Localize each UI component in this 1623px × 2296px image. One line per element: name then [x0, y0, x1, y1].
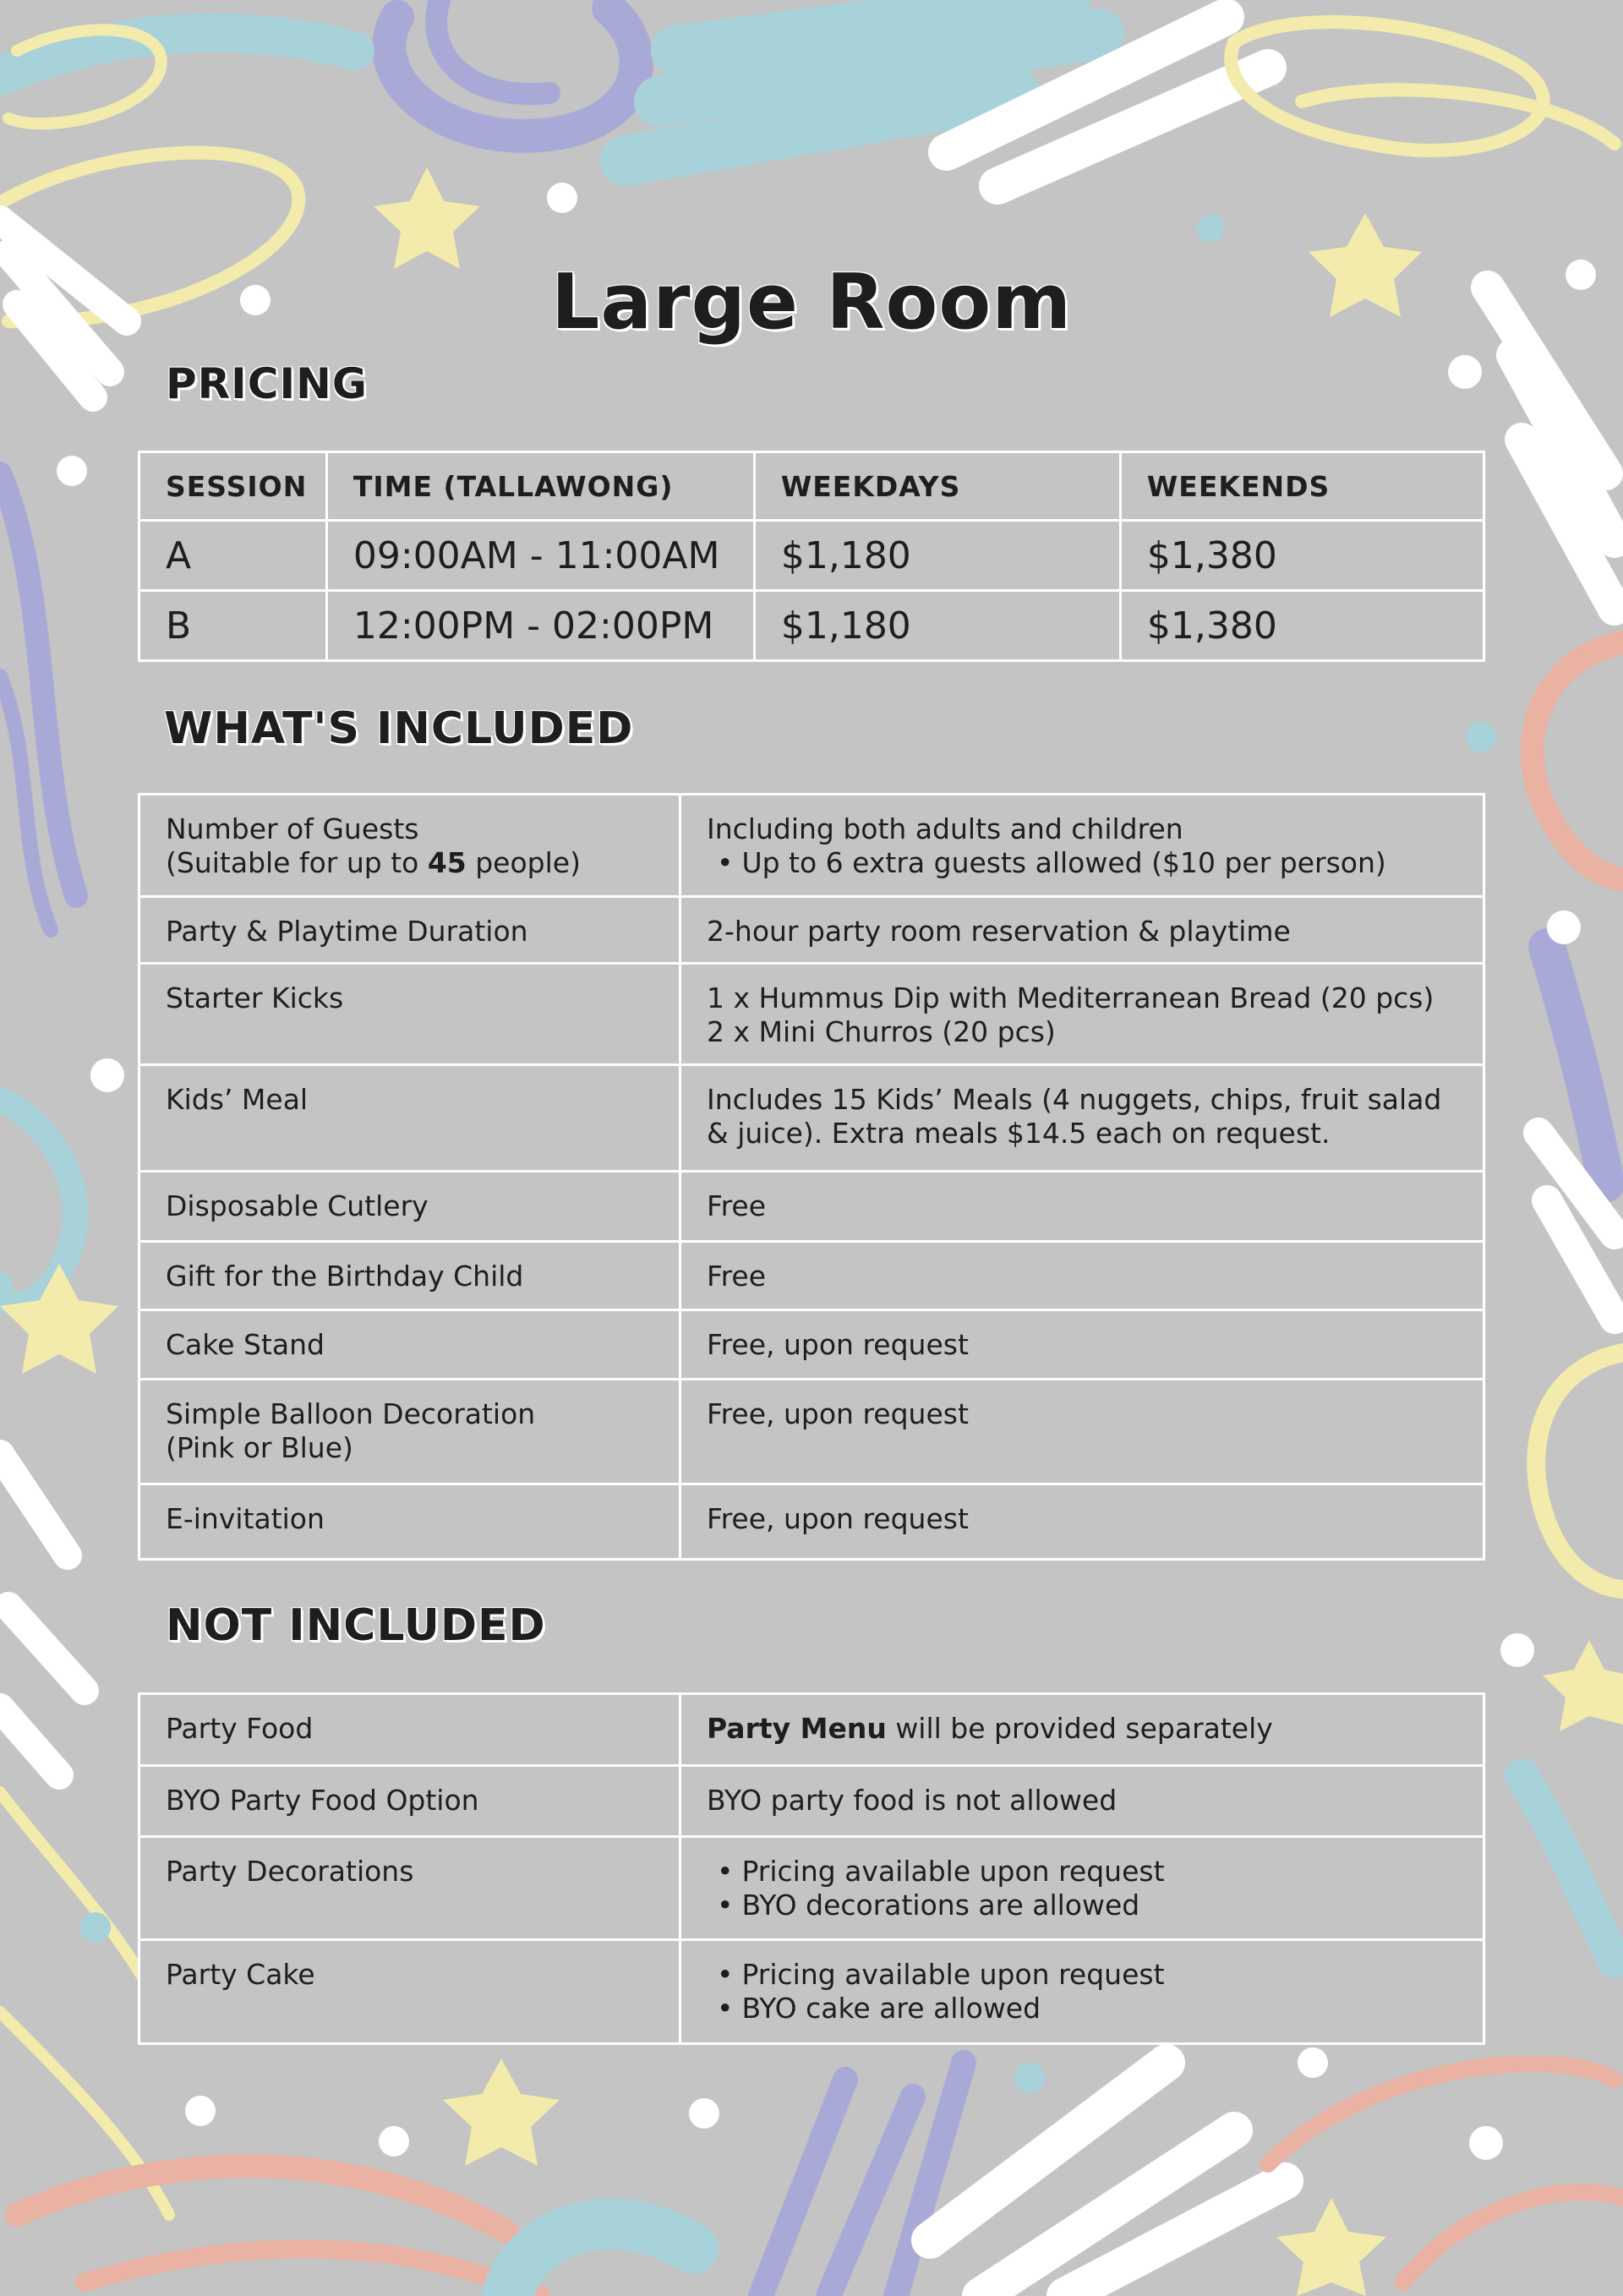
- dot-shape: [1500, 1633, 1534, 1667]
- detail-cell: 2-hour party room reservation & playtime: [680, 897, 1484, 964]
- column-header-weekends: WEEKENDS: [1120, 452, 1484, 521]
- dot-shape: [547, 183, 577, 213]
- item-label: Starter Kicks: [139, 964, 680, 1065]
- detail-bullet: • Pricing available upon request: [707, 1958, 1457, 1992]
- detail-bullet: • BYO decorations are allowed: [707, 1889, 1457, 1922]
- table-row: [139, 1065, 1484, 1172]
- scribble-shape: [85, 2249, 541, 2296]
- detail-text: 1 x Hummus Dip with Mediterranean Bread (20 pcs): [707, 981, 1434, 1014]
- scribble-shape: [0, 1454, 85, 1775]
- item-label: Party & Playtime Duration: [139, 897, 680, 964]
- item-label: Simple Balloon Decoration: [166, 1397, 536, 1430]
- table-row: [139, 897, 1484, 964]
- dot-shape: [185, 2096, 216, 2126]
- column-header-time: TIME (TALLAWONG): [326, 452, 754, 521]
- table-row: [139, 795, 1484, 897]
- item-label: Party Food: [139, 1694, 680, 1766]
- table-row: [139, 964, 1484, 1065]
- table-row: [139, 1940, 1484, 2044]
- detail-cell: Free, upon request: [680, 1310, 1484, 1380]
- item-label: Kids’ Meal: [139, 1065, 680, 1172]
- dot-shape: [379, 2126, 409, 2157]
- item-sublabel: (Pink or Blue): [166, 1431, 353, 1464]
- table-row: [139, 1310, 1484, 1380]
- detail-bullet: • Pricing available upon request: [707, 1855, 1457, 1889]
- page-title: Large Room: [550, 258, 1072, 347]
- not-included-table: [138, 1692, 1485, 2045]
- dot-shape: [1469, 2126, 1503, 2160]
- pricing-heading: PRICING: [166, 359, 368, 408]
- party-menu-label: Party Menu: [707, 1712, 887, 1745]
- session-cell: B: [139, 591, 327, 661]
- table-header-row: [139, 452, 1484, 521]
- detail-text: & juice). Extra meals $14.5 each on request.: [707, 1117, 1331, 1150]
- scribble-shape: [507, 2224, 693, 2296]
- dot-shape: [57, 456, 87, 486]
- detail-cell: Free, upon request: [680, 1380, 1484, 1484]
- scribble-shape: [626, 0, 1099, 161]
- item-label: Cake Stand: [139, 1310, 680, 1380]
- sublabel-text: people): [466, 846, 581, 879]
- scribble-shape: [17, 2166, 507, 2232]
- scribble-shape: [930, 2063, 1285, 2296]
- included-table: [138, 793, 1485, 1561]
- item-label: Disposable Cutlery: [139, 1172, 680, 1242]
- scribble-shape: [1522, 1775, 1615, 1961]
- detail-bullet: • BYO cake are allowed: [707, 1992, 1457, 2025]
- detail-cell: Free, upon request: [680, 1484, 1484, 1560]
- item-label: E-invitation: [139, 1484, 680, 1560]
- detail-cell: Free: [680, 1172, 1484, 1242]
- not-included-heading: NOT INCLUDED: [166, 1600, 546, 1651]
- dot-shape: [1197, 215, 1224, 242]
- detail-text: Including both adults and children: [707, 812, 1183, 845]
- star-icon: [0, 1264, 118, 1374]
- item-sublabel: [166, 846, 653, 880]
- scribble-shape: [1403, 2192, 1623, 2282]
- star-icon: [1276, 2198, 1386, 2296]
- session-cell: A: [139, 521, 327, 591]
- dot-shape: [1298, 2047, 1328, 2078]
- guest-count: 45: [427, 846, 467, 879]
- detail-cell: Free: [680, 1242, 1484, 1310]
- dot-shape: [1448, 355, 1482, 389]
- item-label: Number of Guests: [166, 812, 419, 845]
- detail-text: will be provided separately: [886, 1712, 1273, 1745]
- weekday-price-cell: $1,180: [754, 521, 1120, 591]
- scribble-shape: [436, 0, 549, 94]
- detail-bullet: • Up to 6 extra guests allowed ($10 per person): [707, 846, 1457, 880]
- item-label: Party Decorations: [139, 1837, 680, 1940]
- detail-cell: [680, 1065, 1484, 1172]
- dot-shape: [1547, 910, 1581, 944]
- item-label: Party Cake: [139, 1940, 680, 2044]
- table-row: [139, 1766, 1484, 1837]
- table-row: [139, 1484, 1484, 1560]
- detail-text: 2 x Mini Churros (20 pcs): [707, 1015, 1056, 1048]
- dot-shape: [1014, 2063, 1045, 2093]
- star-icon: [443, 2058, 560, 2166]
- detail-cell: [680, 1940, 1484, 2044]
- table-row: [139, 1172, 1484, 1242]
- scribble-shape: [0, 473, 76, 896]
- column-header-weekdays: WEEKDAYS: [754, 452, 1120, 521]
- item-label: Gift for the Birthday Child: [139, 1242, 680, 1310]
- table-row: [139, 521, 1484, 591]
- detail-text: Includes 15 Kids’ Meals (4 nuggets, chips, fruit salad: [707, 1083, 1442, 1116]
- table-row: [139, 1694, 1484, 1766]
- star-icon: [374, 167, 480, 269]
- pricing-table: [138, 451, 1485, 662]
- weekend-price-cell: $1,380: [1120, 591, 1484, 661]
- detail-cell: [680, 964, 1484, 1065]
- dot-shape: [90, 1058, 124, 1092]
- weekend-price-cell: $1,380: [1120, 521, 1484, 591]
- detail-cell: [680, 1837, 1484, 1940]
- item-cell: [139, 795, 680, 897]
- detail-cell: [680, 1694, 1484, 1766]
- star-icon: [1543, 1640, 1623, 1731]
- detail-cell: BYO party food is not allowed: [680, 1766, 1484, 1837]
- detail-cell: [680, 795, 1484, 897]
- time-cell: 12:00PM - 02:00PM: [326, 591, 754, 661]
- time-cell: 09:00AM - 11:00AM: [326, 521, 754, 591]
- scribble-shape: [761, 2063, 964, 2296]
- table-row: [139, 591, 1484, 661]
- weekday-price-cell: $1,180: [754, 591, 1120, 661]
- scribble-shape: [1268, 2064, 1615, 2164]
- item-label: BYO Party Food Option: [139, 1766, 680, 1837]
- item-cell: [139, 1380, 680, 1484]
- dot-shape: [1466, 722, 1496, 752]
- table-row: [139, 1380, 1484, 1484]
- dot-shape: [80, 1912, 111, 1943]
- column-header-session: SESSION: [139, 452, 327, 521]
- table-row: [139, 1837, 1484, 1940]
- sublabel-text: (Suitable for up to: [166, 846, 428, 879]
- included-heading: WHAT'S INCLUDED: [164, 703, 634, 754]
- table-row: [139, 1242, 1484, 1310]
- scribble-shape: [1533, 642, 1623, 879]
- scribble-shape: [1536, 1353, 1623, 1589]
- dot-shape: [689, 2098, 719, 2129]
